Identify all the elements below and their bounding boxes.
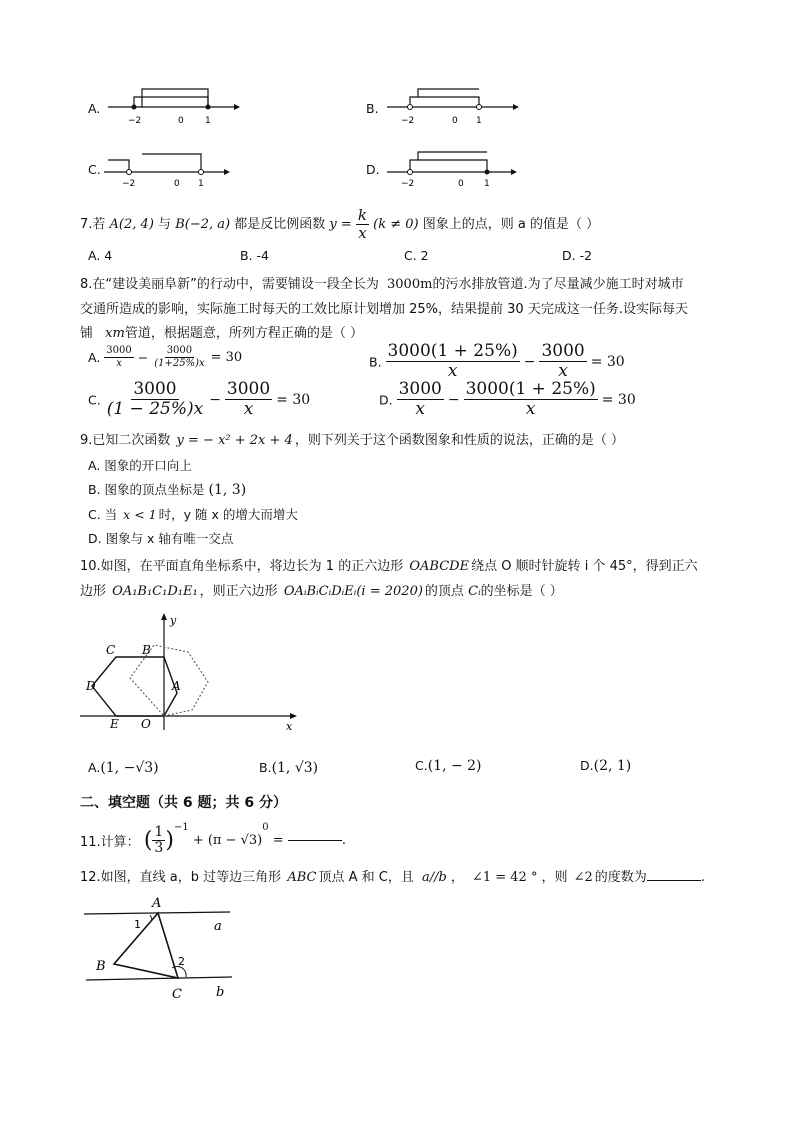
q9-c-b: 时，y 随 x 的增大而增大	[158, 507, 298, 522]
q9-c-a: C. 当	[88, 507, 118, 522]
q10-l1a: 10.如图，在平面直角坐标系中，将边长为 1 的正六边形	[80, 559, 404, 574]
q8-line-2: 交通所造成的影响，实际施工时每天的工效比原计划增加 25%，结果提前 30 天完成这一任务.设实际每天	[80, 302, 688, 317]
q12-e: 的度数为	[594, 870, 647, 885]
q9-a: 9.已知二次函数	[80, 433, 171, 448]
q11-answer-blank[interactable]	[288, 840, 342, 841]
fig-label-d: D	[86, 679, 96, 693]
line-b	[86, 977, 232, 980]
q10-hex1: OA₁B₁C₁D₁E₁	[112, 584, 198, 599]
q10-ci: Cᵢ	[468, 584, 481, 599]
q10-l2a: 边形	[80, 584, 107, 599]
q8-d-frac1	[397, 381, 444, 419]
q6c-tick-0: 0	[174, 179, 180, 188]
q12-triangle-figure	[80, 892, 240, 1004]
q8-option-a	[88, 346, 242, 369]
q8-a-frac2	[152, 346, 206, 369]
q6-option-c-label: C.	[88, 162, 101, 177]
q8-a-n1: 3000	[106, 345, 132, 356]
q6c-tick-neg2: −2	[122, 179, 136, 188]
q6b-tick-neg2: −2	[401, 116, 415, 126]
q8-c-eq: = 30	[276, 391, 311, 408]
q8-b-d2: x	[558, 360, 568, 381]
q8-b-minus: −	[523, 353, 536, 370]
q12-answer-blank[interactable]	[647, 880, 701, 881]
q10-line-1	[80, 555, 698, 574]
q6-option-b-label: B.	[366, 101, 379, 116]
q8-c-n2: 3000	[226, 379, 271, 399]
q6a-tick-neg2: −2	[128, 116, 142, 126]
q8-d-d2: x	[525, 398, 536, 419]
q9-stem	[80, 429, 624, 448]
q7-number: 7.若	[80, 217, 106, 233]
q8-c-frac2	[225, 381, 272, 419]
q11-stem: 11.计算： ( $\frac{1}{3}$ )$^{-1} + (\pi - √3)^0$ = .	[80, 822, 346, 856]
fig12-label-line-b: b	[216, 985, 225, 1000]
q8-line-3	[80, 322, 363, 341]
q8-c-d2: x	[243, 398, 254, 419]
fig-label-a: A	[172, 679, 181, 693]
q12-end: .	[700, 870, 705, 885]
q8-d-n2: 3000(1 + 25%)	[465, 379, 596, 399]
q8-line3-a: 铺	[80, 326, 94, 341]
fig12-label-a: A	[152, 896, 162, 911]
q10-c-val: (1, − 2)	[427, 758, 482, 774]
q9-option-a: A. 图象的开口向上	[88, 458, 192, 473]
fig-label-x: x	[286, 720, 293, 733]
q8-line1-c: 的污水排放管道.为了尽量减少施工时对城市	[432, 277, 684, 292]
q8-d-frac2	[464, 381, 598, 419]
fig-label-b: B	[142, 643, 151, 657]
q12-parallel: a//b	[421, 870, 447, 885]
q8-c-n1: 3000	[133, 379, 177, 399]
q7-func-y: y =	[329, 217, 352, 233]
q9-option-d: D. 图象与 x 轴有唯一交点	[88, 531, 234, 546]
q8-b-eq: = 30	[590, 353, 625, 370]
q7-func-x: x	[358, 223, 367, 242]
triangle-abc	[114, 913, 178, 978]
q10-a-label: A.	[88, 760, 101, 775]
q11-exp2: 0	[262, 822, 269, 833]
q10-d-val: (2, 1)	[593, 758, 632, 774]
q10-l2g: 的坐标是（ ）	[480, 584, 563, 599]
q11-fraction	[152, 825, 165, 856]
q7-option-a: A. 4	[88, 248, 113, 263]
q8-option-c	[88, 381, 310, 419]
fig12-label-c: C	[172, 987, 182, 1002]
q12-angle2: ∠2	[573, 870, 593, 885]
q8-d-minus: −	[447, 391, 460, 408]
q12-b: 顶点 A 和 C，且	[318, 870, 414, 885]
q8-d-n1: 3000	[398, 379, 442, 399]
q7-func-k: k	[357, 206, 367, 224]
q8-a-frac1	[104, 346, 133, 369]
q8-line-1	[80, 273, 684, 292]
q10-option-a	[88, 760, 159, 776]
q11-mid: + (π − √3)	[192, 833, 263, 848]
q8-b-n1: 3000(1 + 25%)	[387, 341, 518, 361]
q7-func-cond: (k ≠ 0)	[373, 217, 419, 233]
q6d-tick-0: 0	[458, 179, 464, 188]
q10-b-label: B.	[259, 760, 272, 775]
q10-c-label: C.	[415, 758, 428, 773]
q6-option-d-label: D.	[366, 162, 380, 177]
q6b-tick-0: 0	[452, 116, 458, 126]
q11-exp1: −1	[173, 822, 189, 833]
fig12-label-line-a: a	[214, 919, 222, 934]
q12-triangle: ABC	[287, 870, 317, 885]
q8-c-frac1	[105, 381, 206, 419]
q7-tail: 图象上的点，则 a 的值是（ ）	[422, 217, 600, 233]
q8-option-d	[379, 381, 636, 419]
q9-b: ，则下列关于这个函数图象和性质的说法，正确的是（ ）	[294, 433, 624, 448]
q6-option-a-number-line	[104, 85, 244, 127]
q7-option-c: C. 2	[404, 248, 429, 263]
q10-option-c	[415, 758, 482, 774]
q6-option-b-number-line	[383, 85, 523, 127]
q9-b-text: B. 图象的顶点坐标是	[88, 482, 205, 497]
q8-b-d1: x	[447, 360, 458, 381]
q6-option-a-label: A.	[88, 101, 101, 116]
q10-b-val: (1, √3)	[271, 760, 319, 776]
q7-stem	[80, 208, 599, 241]
q10-option-b	[259, 760, 318, 776]
q12-a: 12.如图，直线 a，b 过等边三角形	[80, 870, 282, 885]
q7-point-a: A(2, 4)	[109, 217, 154, 233]
q8-b-frac1	[386, 343, 520, 381]
q10-line-2	[80, 580, 563, 599]
fig12-angle-1: 1	[134, 918, 141, 931]
q7-point-b: B(−2, a)	[175, 217, 231, 233]
q6c-tick-1: 1	[198, 179, 204, 188]
q8-c-minus: −	[209, 391, 221, 408]
q8-a-d2: (1+25%)x	[154, 357, 205, 369]
q8-a-n2: 3000	[166, 345, 193, 356]
section-fill-in-blank-title: 二、填空题（共 6 题；共 6 分）	[80, 795, 287, 811]
q10-option-d	[580, 758, 631, 774]
q7-and: 与	[158, 217, 172, 233]
fig12-label-b: B	[96, 959, 106, 974]
q10-d-label: D.	[580, 758, 594, 773]
q11-end: .	[341, 833, 346, 848]
fig-label-o: O	[141, 717, 151, 731]
q10-l2e: 的顶点	[424, 584, 464, 599]
q8-a-label: A.	[88, 349, 101, 365]
q11-eq: =	[272, 833, 284, 848]
q6b-tick-1: 1	[476, 116, 482, 126]
q6-option-c-number-line	[104, 146, 244, 188]
q7-func-fraction	[356, 208, 369, 241]
q11-frac-d: 3	[154, 839, 164, 856]
q6d-tick-neg2: −2	[401, 179, 415, 188]
q10-hexagon-figure	[80, 612, 305, 734]
q7-option-b: B. -4	[240, 248, 269, 263]
q8-xm: xm	[105, 326, 125, 341]
q10-a-val: (1, −√3)	[100, 760, 159, 776]
q8-length: 3000m	[387, 277, 433, 292]
q11-frac-n: 1	[154, 823, 164, 840]
q8-a-minus: −	[137, 349, 149, 365]
q8-a-eq: = 30	[210, 349, 243, 365]
q10-hexi: OAᵢBᵢCᵢDᵢEᵢ(i = 2020)	[283, 584, 423, 599]
q9-func: y = − x² + 2x + 4	[176, 433, 293, 448]
q12-angle1: ∠1 = 42 °	[471, 870, 538, 885]
q10-hexagon-name: OABCDE	[409, 559, 470, 574]
q8-b-n2: 3000	[541, 341, 585, 361]
fig12-angle-2: 2	[178, 955, 185, 968]
q6-option-d-number-line	[383, 146, 523, 188]
q8-b-frac2	[539, 343, 586, 381]
q9-option-c	[88, 505, 298, 523]
q8-c-label: C.	[88, 392, 101, 408]
fig-label-y: y	[170, 614, 177, 627]
q8-d-eq: = 30	[601, 391, 636, 408]
fig-label-e: E	[110, 717, 119, 731]
q8-option-b	[369, 343, 625, 381]
q8-line3-c: 管道，根据题意，所列方程正确的是（ ）	[124, 326, 363, 341]
q8-d-label: D.	[379, 392, 393, 408]
q10-l2c: ，则正六边形	[199, 584, 278, 599]
q7-option-d: D. -2	[562, 248, 593, 263]
q8-b-label: B.	[369, 354, 382, 370]
q9-b-val: (1, 3)	[208, 482, 247, 498]
q6a-tick-0: 0	[178, 116, 184, 126]
q6d-tick-1: 1	[484, 179, 490, 188]
q8-line1-a: 8.在“建设美丽阜新”的行动中，需要铺设一段全长为	[80, 277, 379, 292]
q8-c-d1: (1 − 25%)x	[106, 398, 204, 419]
q9-c-math: x < 1	[123, 507, 157, 522]
q7-mid-text: 都是反比例函数	[234, 217, 326, 233]
q6a-tick-1: 1	[205, 116, 211, 126]
fig-label-c: C	[106, 643, 116, 657]
q12-c: ，	[450, 870, 464, 885]
q12-d: ，则	[541, 870, 568, 885]
q12-stem	[80, 866, 705, 885]
q9-option-b	[88, 480, 246, 498]
q10-l1c: 绕点 O 顺时针旋转 i 个 45°，得到正六	[471, 559, 698, 574]
q11-a: 11.计算：	[80, 835, 140, 850]
q8-d-d1: x	[415, 398, 426, 419]
q8-a-d1: x	[116, 357, 122, 369]
